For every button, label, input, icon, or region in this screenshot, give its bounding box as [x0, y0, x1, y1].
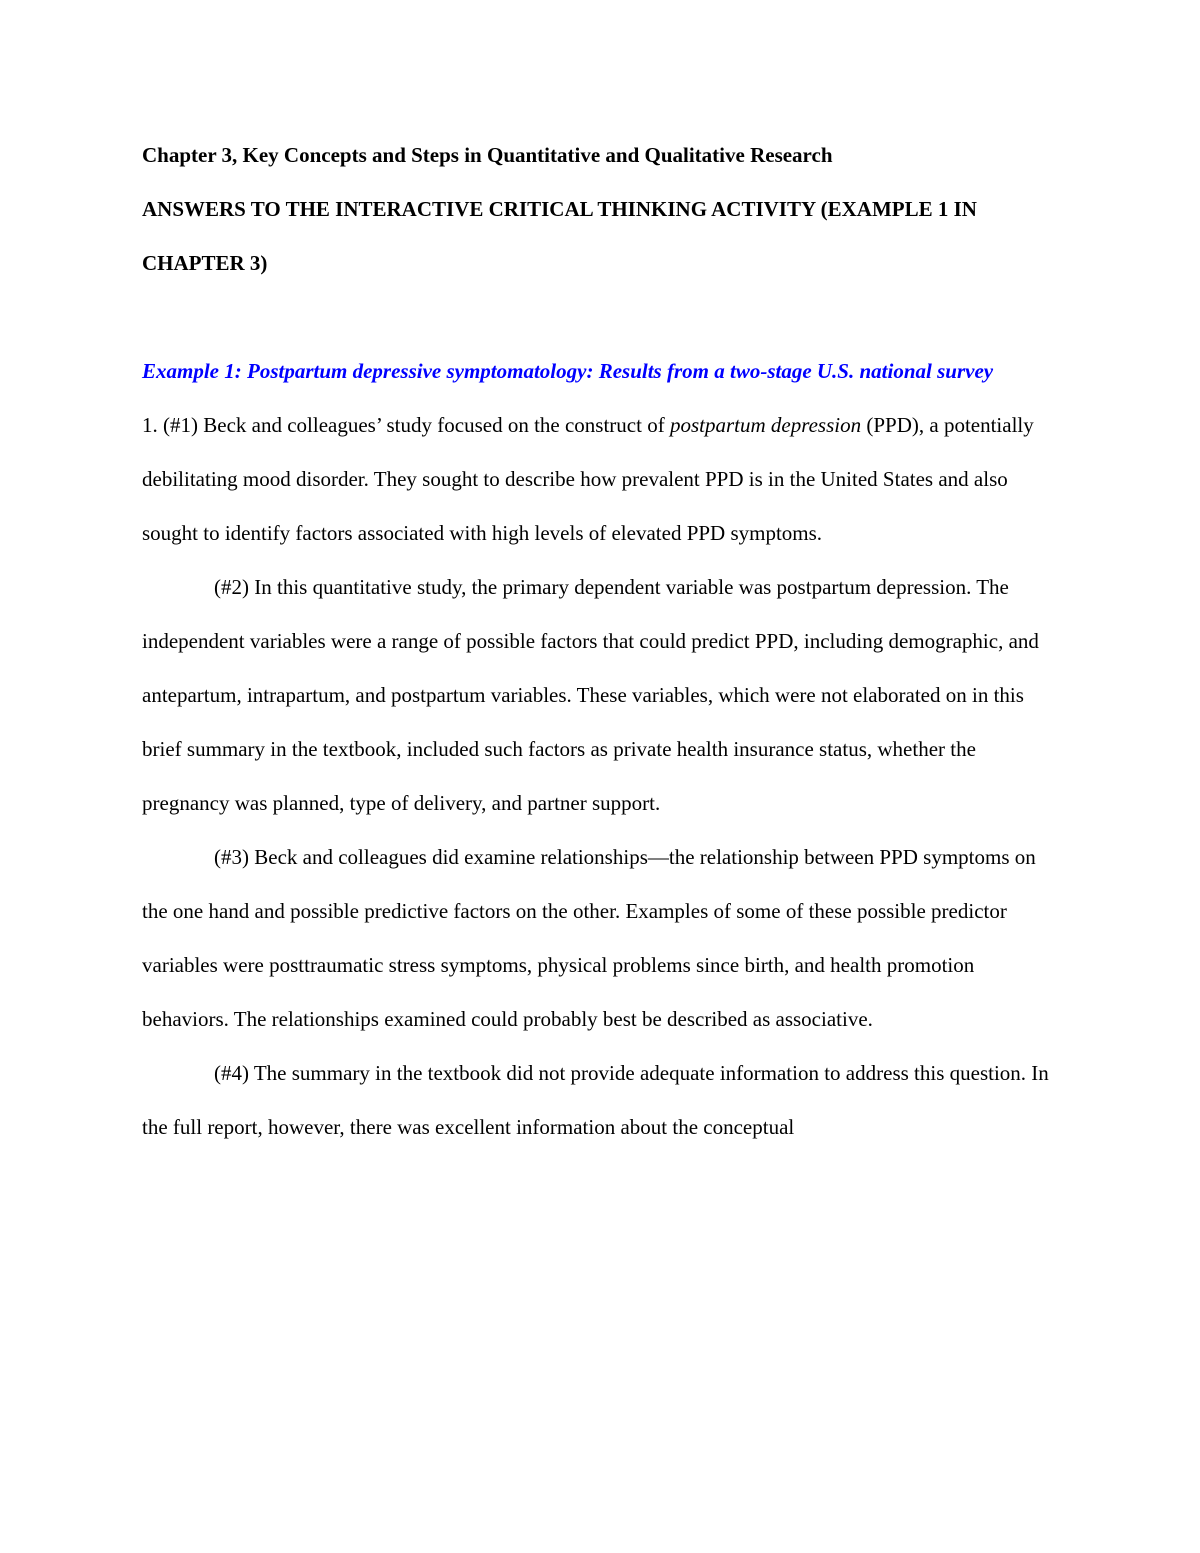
example-title: Example 1: Postpartum depressive symptomatology: Results from a two-stage U.S. national survey	[142, 359, 994, 383]
paragraph-3: (#3) Beck and colleagues did examine relationships—the relationship between PPD symptoms on the one hand and possible predictive factors on the other. Examples of some of these possible predictor variables were posttraumatic stress symptoms, physical problems since birth, and health promotion behaviors. The relationships examined could probably best be described as associative.	[142, 845, 1036, 1031]
emphasized-term: postpartum depression	[669, 413, 862, 437]
paragraph-4: (#4) The summary in the textbook did not provide adequate information to address this question. In the full report, however, there was excellent information about the conceptual	[142, 1061, 1049, 1139]
paragraph-1	[142, 398, 1060, 560]
answers-heading: ANSWERS TO THE INTERACTIVE CRITICAL THINKING ACTIVITY (EXAMPLE 1 IN CHAPTER 3)	[142, 197, 977, 275]
paragraph-1-text-end: (PPD), a potentially debilitating mood disorder. They sought to describe how prevalent PPD is in the United States and also sought to identify factors associated with high levels of elevated PPD symptoms.	[142, 413, 1034, 545]
document-body	[142, 128, 1060, 1154]
paragraph-1-text-start: 1. (#1) Beck and colleagues’ study focused on the construct of	[142, 413, 670, 437]
paragraph-2: (#2) In this quantitative study, the primary dependent variable was postpartum depression. The independent variables were a range of possible factors that could predict PPD, including demographic, and antepartum, intrapartum, and postpartum variables. These variables, which were not elaborated on in this brief summary in the textbook, included such factors as private health insurance status, whether the pregnancy was planned, type of delivery, and partner support.	[142, 575, 1039, 815]
chapter-heading: Chapter 3, Key Concepts and Steps in Quantitative and Qualitative Research	[142, 143, 833, 167]
